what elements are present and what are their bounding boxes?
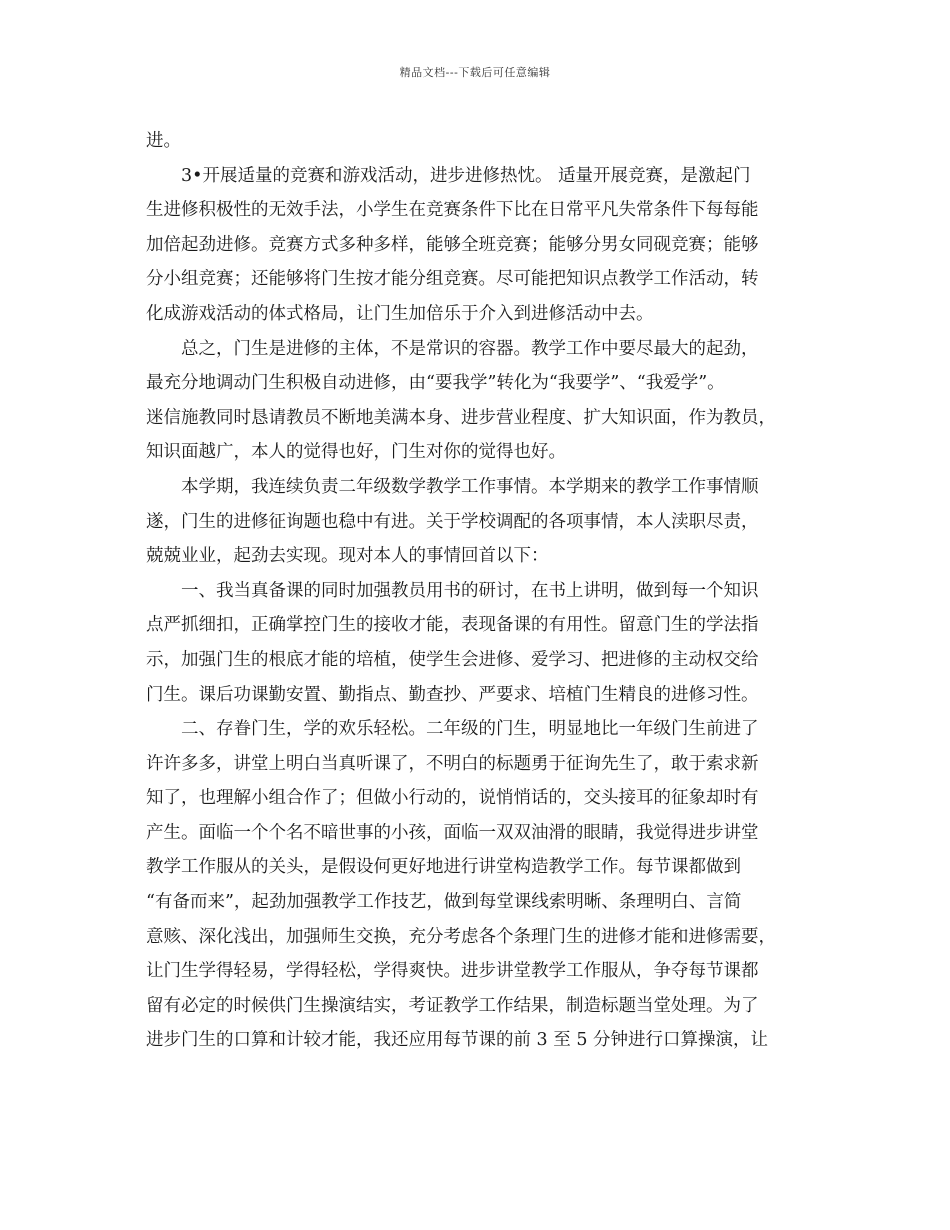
- text-line: 最充分地调动门生积极自动进修，由“要我学”转化为“我要学”、“我爱学”。: [146, 373, 725, 394]
- text-line: 加倍起劲进修。竞赛方式多种多样，能够全班竞赛；能够分男女同砚竞赛；能够: [146, 234, 759, 255]
- text-line: 许许多多，讲堂上明白当真听课了，不明白的标题勇于征询先生了，敢于索求新: [146, 753, 759, 774]
- text-line: 化成游戏活动的体式格局，让门生加倍乐于介入到进修活动中去。: [146, 303, 654, 324]
- text-line: 二、存眷门生，学的欢乐轻松。二年级的门生，明显地比一年级门生前进了: [181, 719, 759, 740]
- text-line: 本学期，我连续负责二年级数学教学工作事情。本学期来的教学工作事情顺: [181, 476, 759, 497]
- text-line: 进步门生的口算和计较才能，我还应用每节课的前 3 至 5 分钟进行口算操演，让: [146, 1030, 769, 1051]
- text-line: “有备而来”，起劲加强教学工作技艺，做到每堂课线索明晰、条理明白、言简: [146, 892, 742, 913]
- page-header: 精品文档---下载后可任意编辑: [399, 66, 551, 79]
- text-line: 教学工作服从的关头，是假设何更好地进行讲堂构造教学工作。每节课都做到: [146, 857, 741, 878]
- text-line: 产生。面临一个个名不暗世事的小孩，面临一双双油滑的眼睛，我觉得进步讲堂: [146, 822, 759, 843]
- text-line: 迷信施教同时恳请教员不断地美满本身、进步营业程度、扩大知识面，作为教员，: [146, 407, 776, 428]
- text-line: 让门生学得轻易，学得轻松，学得爽快。进步讲堂教学工作服从，争夺每节课都: [146, 961, 759, 982]
- text-line: 遂，门生的进修征询题也稳中有进。关于学校调配的各项事情，本人渎职尽责，: [146, 511, 759, 532]
- text-line: 留有必定的时候供门生操演结实，考证教学工作结果，制造标题当堂处理。为了: [146, 995, 759, 1016]
- text-line: 生进修积极性的无效手法，小学生在竞赛条件下比在日常平凡失常条件下每每能: [146, 200, 759, 221]
- text-line: 分小组竞赛；还能够将门生按才能分组竞赛。尽可能把知识点教学工作活动，转: [146, 269, 759, 290]
- text-line: 一、我当真备课的同时加强教员用书的研讨，在书上讲明，做到每一个知识: [181, 580, 759, 601]
- text-line: 进。: [146, 131, 181, 151]
- text-line: 兢兢业业，起劲去实现。现对本人的事情回首以下：: [146, 546, 549, 567]
- text-line: 3•开展适量的竞赛和游戏活动，进步进修热忱。 适量开展竞赛，是激起门: [181, 165, 751, 186]
- text-line: 知了，也理解小组合作了；但做小行动的，说悄悄话的，交头接耳的征象却时有: [146, 788, 759, 809]
- document-body: [146, 124, 812, 1058]
- text-line: 知识面越广，本人的觉得也好，门生对你的觉得也好。: [146, 442, 566, 463]
- text-line: 点严抓细扣，正确掌控门生的接收才能，表现备课的有用性。留意门生的学法指: [146, 615, 759, 636]
- text-line: 门生。课后功课勤安置、勤指点、勤查抄、严要求、培植门生精良的进修习性。: [146, 684, 759, 705]
- text-line: 示，加强门生的根底才能的培植，使学生会进修、爱学习、把进修的主动权交给: [146, 649, 759, 670]
- text-line: 意赅、深化浅出，加强师生交换，充分考虑各个条理门生的进修才能和进修需要，: [146, 926, 776, 947]
- text-line: 总之，门生是进修的主体，不是常识的容器。教学工作中要尽最大的起劲，: [181, 338, 759, 359]
